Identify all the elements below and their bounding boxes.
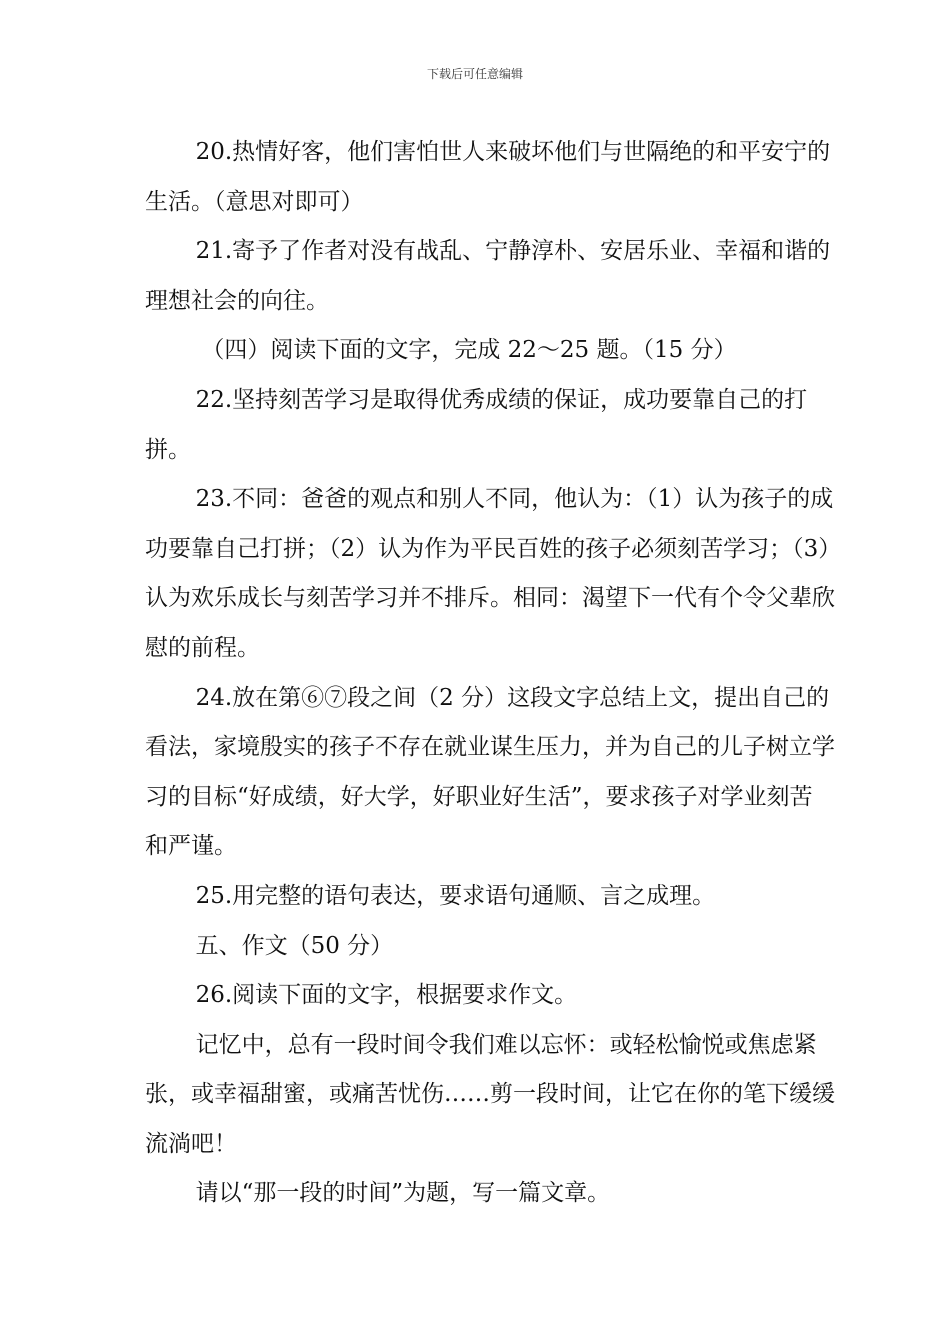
answer-23: 23.不同：爸爸的观点和别人不同，他认为：（1）认为孩子的成功要靠自己打拼；（2）认为作为平民百姓的孩子必须刻苦学习；（3）认为欢乐成长与刻苦学习并不排斥。相同：渴望下一代有个令父辈欣慰的前程。	[145, 486, 835, 661]
essay-requirement: 请以“那一段的时间”为题，写一篇文章。	[195, 1180, 611, 1207]
answer-20: 20.热情好客，他们害怕世人来破坏他们与世隔绝的和平安宁的生活。（意思对即可）	[145, 139, 831, 215]
answer-24: 24.放在第⑥⑦段之间（2 分）这段文字总结上文，提出自己的看法，家境殷实的孩子不存在就业谋生压力，并为自己的儿子树立学习的目标“好成绩，好大学，好职业好生活”，要求孩子对学业刻苦和严谨。	[145, 684, 835, 860]
section-four-heading: （四）阅读下面的文字，完成 22～25 题。（15 分）	[201, 337, 737, 364]
section-five-heading: 五、作文（50 分）	[195, 932, 394, 959]
document-body	[145, 128, 835, 1219]
answer-21: 21.寄予了作者对没有战乱、宁静淳朴、安居乐业、幸福和谐的理想社会的向往。	[145, 238, 831, 314]
answer-25: 25.用完整的语句表达，要求语句通顺、言之成理。	[195, 882, 716, 909]
answer-22: 22.坚持刻苦学习是取得优秀成绩的保证，成功要靠自己的打拼。	[145, 386, 808, 463]
essay-prompt: 记忆中，总有一段时间令我们难以忘怀：或轻松愉悦或焦虑紧张，或幸福甜蜜，或痛苦忧伤……剪一段时间，让它在你的笔下缓缓流淌吧！	[145, 1031, 835, 1157]
page-header: 下载后可任意编辑	[426, 67, 523, 81]
question-26: 26.阅读下面的文字，根据要求作文。	[195, 982, 578, 1009]
